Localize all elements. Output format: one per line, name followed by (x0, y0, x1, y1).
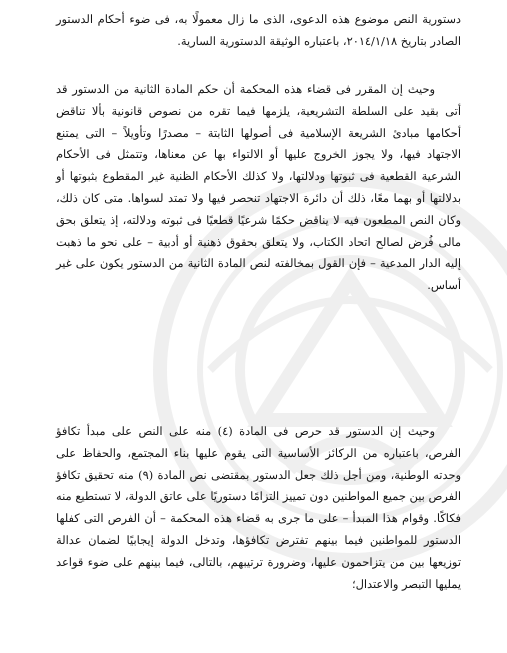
paragraph-2: وحيث إن المقرر فى قضاء هذه المحكمة أن حكم المادة الثانية من الدستور قد أتى بقيد على السلطة التشريعية، يلزمها فيما تقره من نصوص قانونية بألا تناقض أحكامها مبادئ الشريعة الإسلامية فى أصولها الثابتة – مصدرًا وتأويلاً – التى يمتنع الاجتهاد فيها، ولا يجوز الخروج عليها أو الالتواء بها عن معناها، وتتمثل فى الأحكام الشرعية القطعية فى ثبوتها ودلالتها، ولا كذلك الأحكام الظنية غير المقطوع بثبوتها أو بدلالتها أو بهما معًا، ذلك أن دائرة الاجتهاد تنحصر فيها ولا تمتد لسواها. متى كان ذلك، وكان النص المطعون فيه لا يناقض حكمًا شرعيًا قطعيًا فى ثبوته ودلالته، إذ يتعلق بحق مالى فُرض لصالح اتحاد الكتاب، ولا يتعلق بحقوق ذهنية أو أدبية – على نحو ما ذهبت إليه الدار المدعية – فإن القول بمخالفته لنص المادة الثانية من الدستور يكون على غير أساس. (56, 82, 461, 293)
paragraph-3: وحيث إن الدستور قد حرص فى المادة (٤) منه على النص على مبدأ تكافؤ الفرص، باعتباره من الركائز الأساسية التى يقوم عليها بناء المجتمع، والحفاظ على وحدته الوطنية، ومن أجل ذلك جعل الدستور بمقتضى نص المادة (٩) منه تحقيق تكافؤ الفرص بين جميع المواطنين دون تمييز التزامًا دستوريًا على عاتق الدولة، لا تستطيع منه فكاكًا. وقوام هذا المبدأ – على ما جرى به قضاء هذه المحكمة – أن الفرص التى كفلها الدستور للمواطنين فيما بينهم تفترض تكافؤها، وتدخل الدولة إيجابيًا لضمان عدالة توزيعها بين من يتزاحمون عليها، وضرورة ترتيبهم، بالتالى، فيما بينهم على ضوء قواعد يمليها التبصر والاعتدال؛ (56, 424, 461, 591)
paragraph-1: دستورية النص موضوع هذه الدعوى، الذى ما زال معمولًا به، فى ضوء أحكام الدستور الصادر بتاريخ ٢٠١٤/١/١٨، باعتباره الوثيقة الدستورية السارية. (56, 12, 461, 48)
